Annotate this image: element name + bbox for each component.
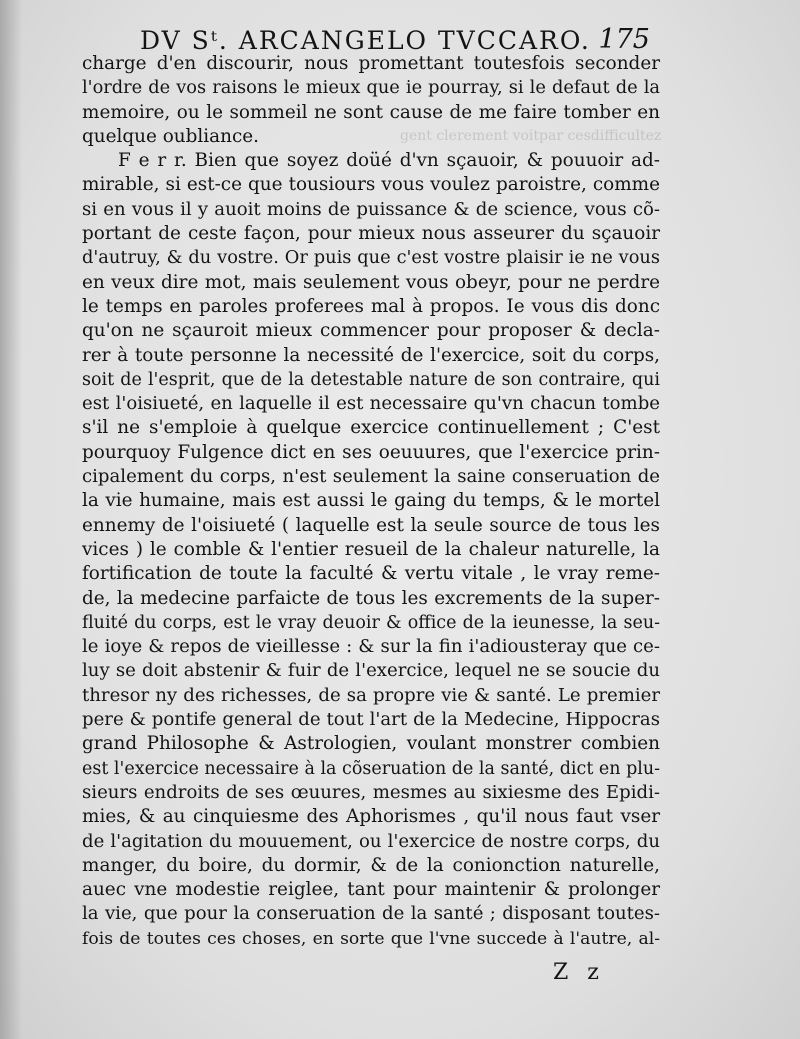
text-line: de, la medecine parfaicte de tous les excrements de la super- (82, 587, 660, 609)
text-line: est l'oisiueté, en laquelle il est necessaire qu'vn chacun tombe (82, 393, 660, 415)
text-line: thresor ny des richesses, de sa propre vie & santé. Le premier (82, 684, 660, 706)
text-line: cipalement du corps, n'est seulement la saine conseruation de (82, 466, 660, 488)
text-line: d'autruy, & du vostre. Or puis que c'est vostre plaisir ie ne vous (82, 247, 660, 269)
text-line: vices ) le comble & l'entier resueil de la chaleur naturelle, la (82, 538, 660, 560)
text-line: qu'on ne sçauroit mieux commencer pour proposer & decla- (82, 320, 660, 342)
text-line: F e r r. Bien que soyez doüé d'vn sçauoir, & pouuoir ad- (118, 150, 660, 172)
gutter-shadow (0, 0, 22, 1039)
text-line: pourquoy Fulgence dict en ses oeuuures, que l'exercice prin- (82, 441, 660, 463)
text-line: luy se doit abstenir & fuir de l'exercice, lequel ne se soucie du (82, 660, 660, 682)
text-line: l'ordre de vos raisons le mieux que ie pourray, si le defaut de la (82, 77, 660, 99)
text-line: de l'agitation du mouuement, ou l'exercice de nostre corps, du (82, 830, 660, 852)
text-line: ennemy de l'oisiueté ( laquelle est la seule source de tous les (82, 514, 660, 536)
text-line: portant de ceste façon, pour mieux nous asseurer du sçauoir (82, 223, 660, 245)
text-line: grand Philosophe & Astrologien, voulant monstrer combien (82, 733, 660, 755)
text-line: mies, & au cinquiesme des Aphorismes , qu'il nous faut vser (82, 806, 660, 828)
text-line: s'il ne s'emploie à quelque exercice continuellement ; C'est (82, 417, 660, 439)
text-line: mirable, si est-ce que tousiours vous voulez paroistre, comme (82, 174, 660, 196)
text-line: la vie, que pour la conseruation de la santé ; disposant toutes- (82, 903, 660, 925)
text-line: memoire, ou le sommeil ne sont cause de me faire tomber en (82, 101, 660, 123)
text-line: fortification de toute la faculté & vertu vitale , le vray reme- (82, 563, 660, 585)
text-line: charge d'en discourir, nous promettant toutesfois seconder (82, 53, 660, 74)
text-line: pere & pontife general de tout l'art de la Medecine, Hippocras (82, 709, 660, 731)
text-line: rer à toute personne la necessité de l'exercice, soit du corps, (82, 344, 660, 366)
text-line: la vie humaine, mais est aussi le gaing du temps, & le mortel (82, 490, 660, 512)
text-line: sieurs endroits de ses œuures, mesmes au sixiesme des Epidi- (82, 781, 660, 803)
text-line: auec vne modestie reiglee, tant pour maintenir & prolonger (82, 879, 660, 901)
signature-mark: Z z (553, 960, 605, 985)
bleed-through-text: gent clerement voitpar cesdifficultez (400, 128, 662, 144)
text-line: le temps en paroles proferees mal à propos. Ie vous dis donc (82, 295, 660, 317)
text-line: manger, du boire, du dormir, & de la conionction naturelle, (82, 854, 660, 876)
text-line: si en vous il y auoit moins de puissance & de science, vous cõ- (82, 198, 660, 220)
body-text (82, 52, 660, 951)
text-line: quelque oubliance. (82, 125, 260, 147)
text-line: fluité du corps, est le vray deuoir & office de la ieunesse, la seu- (82, 612, 660, 633)
text-line: fois de toutes ces choses, en sorte que l'vne succede à l'autre, al- (82, 928, 660, 949)
page-number: 175 (598, 24, 650, 55)
text-line: est l'exercice necessaire à la cõseruation de la santé, dict en plu- (82, 758, 661, 779)
text-line: le ioye & repos de vieillesse : & sur la fin i'adiousteray que ce- (82, 636, 660, 658)
text-line: en veux dire mot, mais seulement vous obeyr, pour ne perdre (82, 271, 660, 293)
text-line: soit de l'esprit, que de la detestable nature de son contraire, qui (82, 369, 660, 390)
running-title: DV Sᵗ. ARCANGELO TVCCARO. (140, 26, 591, 55)
